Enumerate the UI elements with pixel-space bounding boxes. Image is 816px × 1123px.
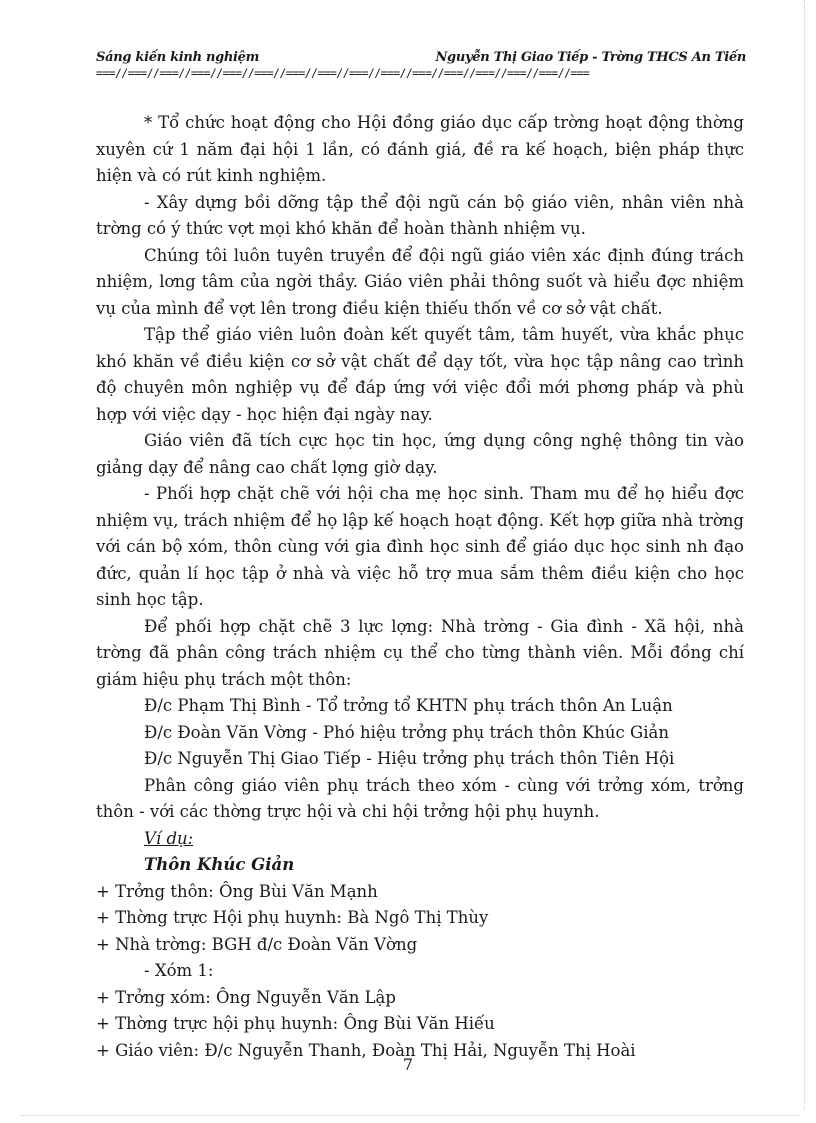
paragraph: Đ/c Đoàn Văn Vờng - Phó hiệu trởng phụ trách thôn Khúc Giản bbox=[144, 722, 669, 742]
header-divider: ===//===//===//===//===//===//===//===//===//===//===//===//===//===//===//=== bbox=[96, 67, 590, 79]
paragraph: Chúng tôi luôn tuyên truyền để đội ngũ giáo viên xác định đúng trách nhiệm, lơng tâm của ngời thầy. Giáo viên phải thông suốt và hiểu đợc nhiệm vụ của mình để vợt lên trong điều kiện thiếu thốn về cơ sở vật chất. bbox=[96, 245, 744, 318]
paragraph: Phân công giáo viên phụ trách theo xóm - cùng với trởng xóm, trởng thôn - với các thờng trực hội và chi hội trởng hội phụ huynh. bbox=[96, 775, 744, 821]
paragraph: - Xây dựng bồi dỡng tập thể đội ngũ cán bộ giáo viên, nhân viên nhà trờng có ý thức vợt mọi khó khăn để hoàn thành nhiệm vụ. bbox=[96, 192, 744, 238]
paragraph: + Trởng thôn: Ông Bùi Văn Mạnh bbox=[96, 881, 378, 901]
header-title-left: Sáng kiến kinh nghiệm bbox=[96, 50, 260, 65]
paragraph: Ví dụ: bbox=[144, 828, 194, 848]
page-bottom-marker bbox=[20, 1115, 800, 1117]
page-number: 7 bbox=[402, 1055, 414, 1074]
paragraph: Để phối hợp chặt chẽ 3 lực lợng: Nhà trờng - Gia đình - Xã hội, nhà trờng đã phân công trách nhiệm cụ thể cho từng thành viên. Mỗi đồng chí giám hiệu phụ trách một thôn: bbox=[96, 616, 744, 689]
paragraph: + Giáo viên: Đ/c Nguyễn Thanh, Đoàn Thị Hải, Nguyễn Thị Hoài bbox=[96, 1040, 636, 1060]
paragraph: Đ/c Nguyễn Thị Giao Tiếp - Hiệu trởng phụ trách thôn Tiên Hội bbox=[144, 749, 675, 768]
header-title-right: Nguyễn Thị Giao Tiếp - Trờng THCS An Tiến bbox=[435, 50, 746, 65]
paragraph: Đ/c Phạm Thị Bình - Tổ trởng tổ KHTN phụ trách thôn An Luận bbox=[144, 696, 673, 715]
paragraph: Tập thể giáo viên luôn đoàn kết quyết tâm, tâm huyết, vừa khắc phục khó khăn về điều kiện cơ sở vật chất để dạy tốt, vừa học tập nâng cao trình độ chuyên môn nghiệp vụ để đáp ứng với việc đổi mới phơng pháp và phù hợp với việc dạy - học hiện đại ngày nay. bbox=[96, 325, 744, 424]
paragraph: - Phối hợp chặt chẽ với hội cha mẹ học sinh. Tham mu để họ hiểu đợc nhiệm vụ, trách nhiệm để họ lập kế hoạch hoạt động. Kết hợp giữa nhà trờng với cán bộ xóm, thôn cùng với gia đình học sinh để giáo dục học sinh nh đạo đức, quản lí học tập ở nhà và việc hỗ trợ mua sắm thêm điều kiện cho học sinh học tập. bbox=[96, 484, 744, 609]
paragraph: Giáo viên đã tích cực học tin học, ứng dụng công nghệ thông tin vào giảng dạy để nâng cao chất lợng giờ dạy. bbox=[96, 431, 744, 477]
page-header bbox=[96, 50, 746, 79]
paragraph: - Xóm 1: bbox=[144, 961, 214, 980]
paragraph: Thôn Khúc Giản bbox=[144, 855, 295, 874]
document-body bbox=[96, 110, 744, 1064]
paragraph: + Nhà trờng: BGH đ/c Đoàn Văn Vờng bbox=[96, 934, 418, 954]
paragraph: + Thờng trực hội phụ huynh: Ông Bùi Văn Hiếu bbox=[96, 1014, 495, 1033]
paragraph: + Thờng trực Hội phụ huynh: Bà Ngô Thị Thùy bbox=[96, 908, 489, 927]
paragraph: + Trởng xóm: Ông Nguyễn Văn Lập bbox=[96, 987, 396, 1007]
paragraph: * Tổ chức hoạt động cho Hội đồng giáo dục cấp trờng hoạt động thờng xuyên cứ 1 năm đại hội 1 lần, có đánh giá, đề ra kế hoạch, biện pháp thực hiện và có rút kinh nghiệm. bbox=[96, 113, 744, 185]
header-row bbox=[96, 50, 746, 65]
page-edge-marker bbox=[804, 0, 806, 1110]
